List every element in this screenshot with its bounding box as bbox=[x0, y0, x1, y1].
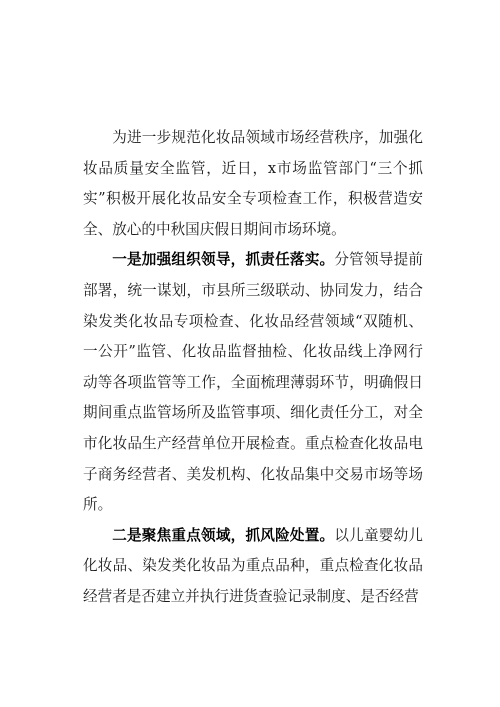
paragraph-lead: 二是聚焦重点领域，抓风险处置。 bbox=[112, 526, 335, 544]
paragraph-intro bbox=[83, 123, 423, 245]
paragraph-focus-areas bbox=[83, 521, 423, 613]
paragraph-text: 分管领导提前部署，统一谋划，市县所三级联动、协同发力，结合染发类化妆品专项检查、化妆品经营领域“双随机、一公开”监管、化妆品监督抽检、化妆品线上净网行动等各项监管等工作，全面梳理薄弱环节，明确假日期间重点监管场所及监管事项、细化责任分工，对全市化妆品生产经营单位开展检查。重点检查化妆品电子商务经营者、美发机构、化妆品集中交易市场等场所。 bbox=[83, 251, 423, 514]
paragraph-text: 为进一步规范化妆品领域市场经营秩序，加强化妆品质量安全监管，近日，x市场监管部门“三个抓实”积极开展化妆品安全专项检查工作，积极营造安全、放心的中秋国庆假日期间市场环境。 bbox=[83, 129, 423, 238]
paragraph-organization bbox=[83, 245, 423, 520]
paragraph-text: 以儿童婴幼儿化妆品、染发类化妆品为重点品种，重点检查化妆品经营者是否建立并执行进货查验记录制度、是否经营 bbox=[83, 526, 423, 605]
paragraph-lead: 一是加强组织领导，抓责任落实。 bbox=[112, 251, 335, 269]
document-body bbox=[83, 123, 423, 613]
